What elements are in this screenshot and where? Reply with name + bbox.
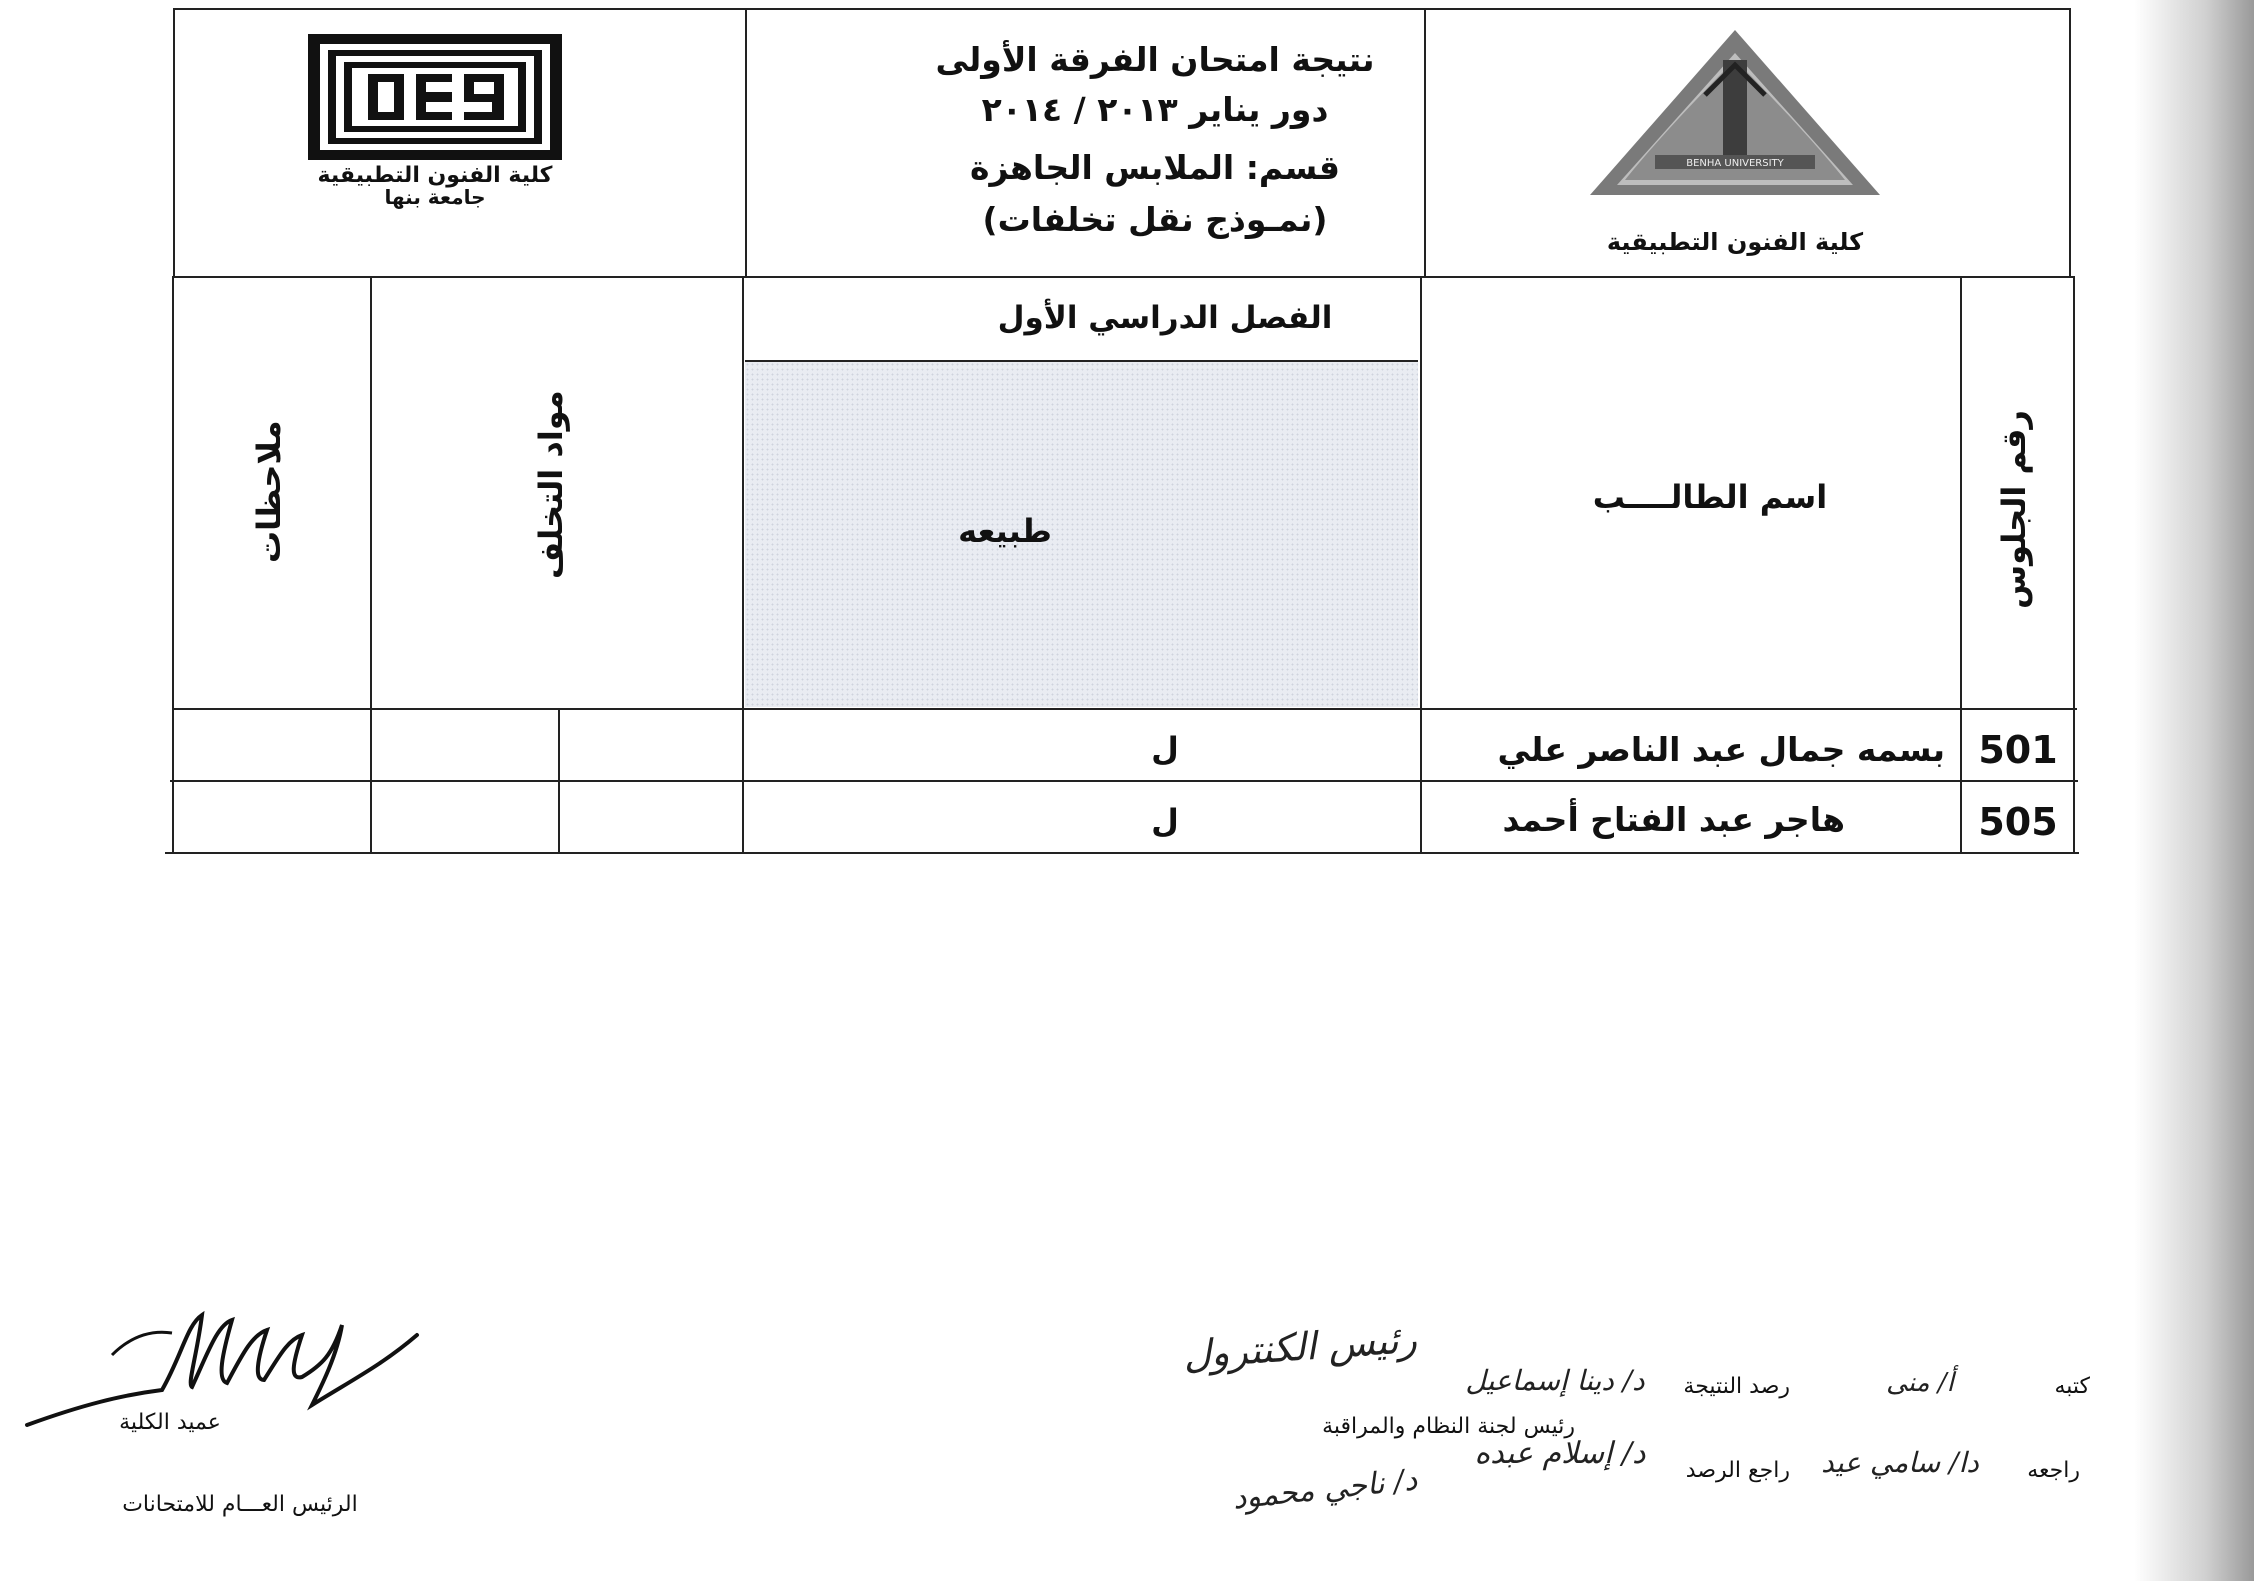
reviewed-by-label: راجعه xyxy=(2027,1458,2080,1483)
left-logo-college: كلية الفنون التطبيقية xyxy=(317,163,553,188)
committee-signature: د/ ناجي محمود xyxy=(1231,1462,1419,1517)
header-seat-number: رقم الجلوس xyxy=(1995,410,2033,609)
faculty-logo-icon xyxy=(306,32,564,162)
faculty-logo xyxy=(306,32,564,162)
handwritten-control-head: رئيس الكنترول xyxy=(1181,1316,1419,1378)
row-seat-number: 505 xyxy=(1978,800,2058,844)
seal-text: BENHA UNIVERSITY xyxy=(1686,158,1784,169)
scan-shadow-edge xyxy=(2134,0,2254,1581)
writer-signature: أ/ منى xyxy=(1886,1368,1954,1398)
university-seal xyxy=(1585,25,1885,200)
left-logo-university: جامعة بنها xyxy=(384,185,486,209)
committee-head-label: رئيس لجنة النظام والمراقبة xyxy=(1322,1414,1575,1439)
header-semester: الفصل الدراسي الأول xyxy=(997,300,1333,336)
header-student-name: اسم الطالــــب xyxy=(1592,478,1828,516)
result-recorder-label: رصد النتيجة xyxy=(1683,1374,1790,1399)
university-seal-icon xyxy=(1585,25,1885,200)
row-student-name: هاجر عبد الفتاح أحمد xyxy=(1502,800,1845,839)
row-seat-number: 501 xyxy=(1978,728,2058,772)
header-notes: ملاحظات xyxy=(250,420,288,563)
title-line-3: قسم: الملابس الجاهزة xyxy=(970,148,1340,187)
header-subject: طبيعه xyxy=(958,512,1052,550)
reviewer-signature: د/ إسلام عبده xyxy=(1474,1436,1646,1471)
header-failed-subjects: مواد التخلف xyxy=(532,390,570,579)
title-line-1: نتيجة امتحان الفرقة الأولى xyxy=(935,40,1375,79)
reviewer-writer-signature: دا/ سامي عيد xyxy=(1821,1446,1979,1479)
right-logo-college: كلية الفنون التطبيقية xyxy=(1606,228,1864,256)
title-line-4: (نمـوذج نقل تخلفات) xyxy=(982,200,1328,239)
recorder-signature: د/ دينا إسماعيل xyxy=(1465,1364,1645,1397)
exam-head-label: الرئيس العـــام للامتحانات xyxy=(122,1492,358,1517)
title-line-2: دور يناير ٢٠١٣ / ٢٠١٤ xyxy=(981,90,1329,129)
row-student-name: بسمه جمال عبد الناصر علي xyxy=(1497,730,1945,769)
row-subject-grade: ل xyxy=(1151,802,1179,840)
dean-label: عميد الكلية xyxy=(119,1410,221,1435)
recording-reviewer-label: راجع الرصد xyxy=(1685,1458,1790,1483)
written-by-label: كتبه xyxy=(2054,1374,2090,1399)
row-subject-grade: ل xyxy=(1151,730,1179,768)
